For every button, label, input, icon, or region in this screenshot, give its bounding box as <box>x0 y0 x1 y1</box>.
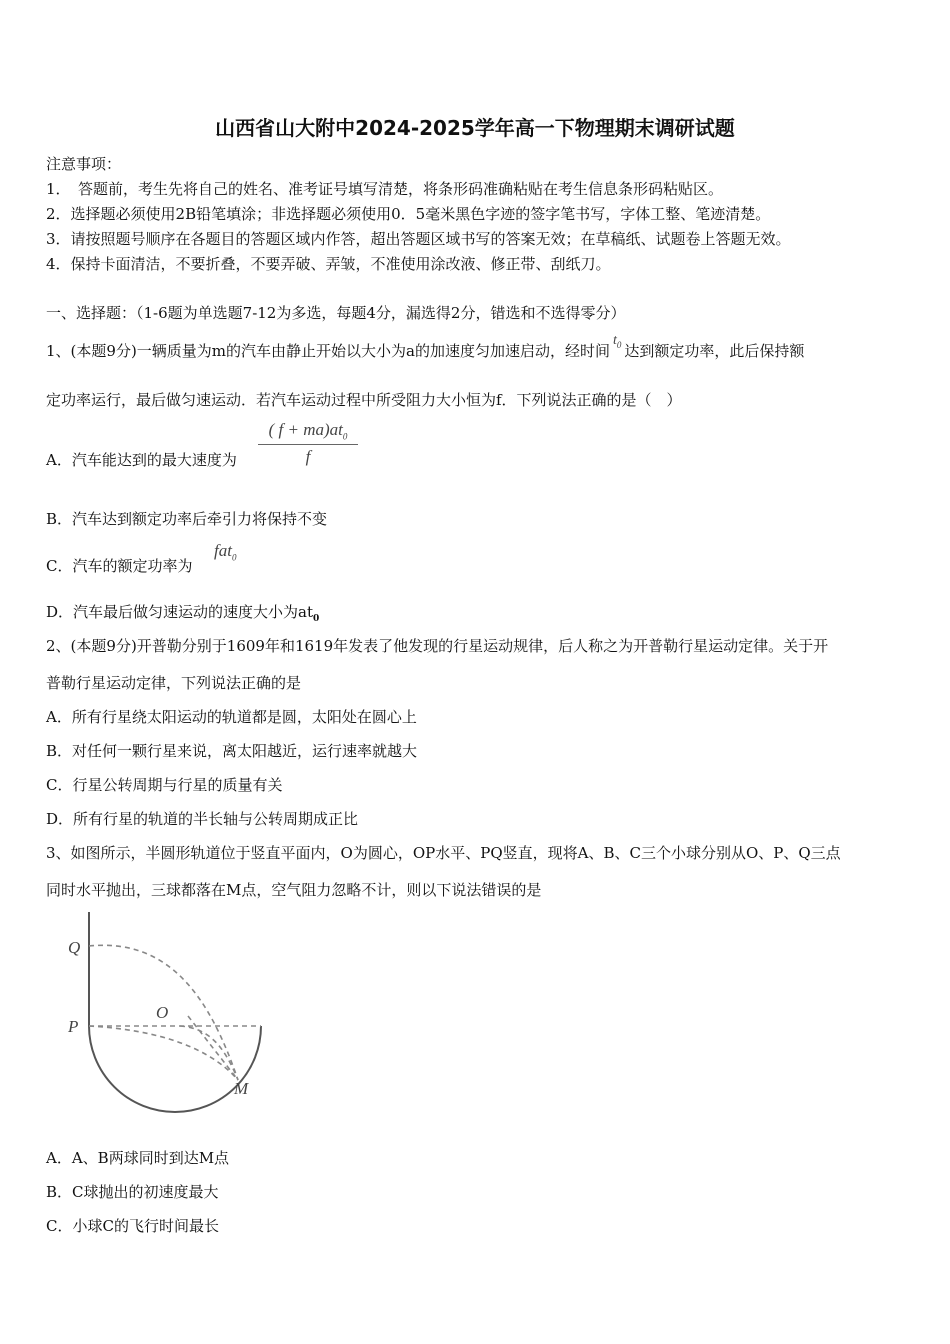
notice-heading: 注意事项： <box>46 155 122 173</box>
q1-stem-line2: 定功率运行，最后做匀速运动．若汽车运动过程中所受阻力大小恒为f．下列说法正确的是（ ） <box>46 391 682 409</box>
notice-item-2: 2．选择题必须使用2B铅笔填涂；非选择题必须使用0．5毫米黑色字迹的签字笔书写，字体工整、笔迹清楚。 <box>46 205 771 223</box>
q1-stem-part-a: 1、(本题9分)一辆质量为m的汽车由静止开始以大小为a的加速度匀加速启动，经时间 <box>46 342 610 360</box>
q1-stem-part-b: 达到额定功率，此后保持额 <box>624 342 805 360</box>
q3-stem-line1: 3、如图所示，半圆形轨道位于竖直平面内，O为圆心，OP水平、PQ竖直，现将A、B、C三个小球分别从O、P、Q三点 <box>46 844 841 862</box>
q1-option-c-math-text: fat <box>214 541 232 560</box>
q1-numerator-subscript: 0 <box>342 431 348 442</box>
q2-option-c: C．行星公转周期与行星的质量有关 <box>46 776 283 794</box>
notice-item-1: 1． 答题前，考生先将自己的姓名、准考证号填写清楚，将条形码准确粘贴在考生信息条形码粘贴区。 <box>46 180 724 198</box>
q3-option-b: B．C球抛出的初速度最大 <box>46 1183 219 1201</box>
semicircle-arc <box>89 1026 261 1112</box>
notice-item-3: 3．请按照题号顺序在各题目的答题区域内作答，超出答题区域书写的答案无效；在草稿纸、试题卷上答题无效。 <box>46 230 791 248</box>
q1-option-c-math-subscript: 0 <box>231 552 237 563</box>
q1-option-d-text: D．汽车最后做匀速运动的速度大小为at <box>46 603 313 621</box>
q1-option-a-fraction <box>258 420 358 467</box>
q1-numerator-text: ( f + ma)at <box>268 420 343 439</box>
q2-option-d: D．所有行星的轨道的半长轴与公转周期成正比 <box>46 810 359 828</box>
q1-fraction-denominator: f <box>305 447 311 467</box>
q3-figure-semicircle-track <box>60 908 280 1118</box>
q1-option-c: C．汽车的额定功率为 <box>46 557 193 575</box>
q1-t0-symbol: t <box>612 333 617 348</box>
label-m: M <box>234 1079 249 1098</box>
q1-option-b: B．汽车达到额定功率后牵引力将保持不变 <box>46 510 328 528</box>
trajectory-from-o <box>180 1026 238 1080</box>
q1-t0-subscript: 0 <box>616 339 622 350</box>
label-q: Q <box>68 938 81 957</box>
q3-option-c: C．小球C的飞行时间最长 <box>46 1217 219 1235</box>
label-o: O <box>156 1003 169 1022</box>
q3-option-a: A．A、B两球同时到达M点 <box>46 1149 230 1167</box>
q2-option-b: B．对任何一颗行星来说，离太阳越近，运行速率就越大 <box>46 742 418 760</box>
trajectory-from-p <box>89 1026 238 1080</box>
page-title: 山西省山大附中2024-2025学年高一下物理期末调研试题 <box>215 116 735 140</box>
o-to-m-dashed <box>188 1016 238 1080</box>
q1-option-d-subscript: 0 <box>313 614 320 624</box>
section-heading: 一、选择题：（1-6题为单选题7-12为多选，每题4分，漏选得2分，错选和不选得零分） <box>46 304 626 322</box>
q1-option-d <box>46 601 319 624</box>
q1-option-a: A．汽车能达到的最大速度为 <box>46 451 237 469</box>
q1-option-c-math <box>214 541 236 562</box>
label-p: P <box>68 1017 79 1036</box>
q1-t0-math <box>613 333 621 348</box>
q2-option-a: A．所有行星绕太阳运动的轨道都是圆，太阳处在圆心上 <box>46 708 417 726</box>
q3-stem-line2: 同时水平抛出，三球都落在M点，空气阻力忽略不计，则以下说法错误的是 <box>46 881 542 899</box>
q2-stem-line2: 普勒行星运动定律，下列说法正确的是 <box>46 674 302 692</box>
notice-item-4: 4．保持卡面清洁，不要折叠，不要弄破、弄皱，不准使用涂改液、修正带、刮纸刀。 <box>46 255 611 273</box>
q1-fraction-numerator <box>258 420 358 445</box>
q2-stem-line1: 2、(本题9分)开普勒分别于1609年和1619年发表了他发现的行星运动规律，后人称之为开普勒行星运动定律。关于开 <box>46 637 829 655</box>
q1-stem-line1 <box>46 333 805 362</box>
